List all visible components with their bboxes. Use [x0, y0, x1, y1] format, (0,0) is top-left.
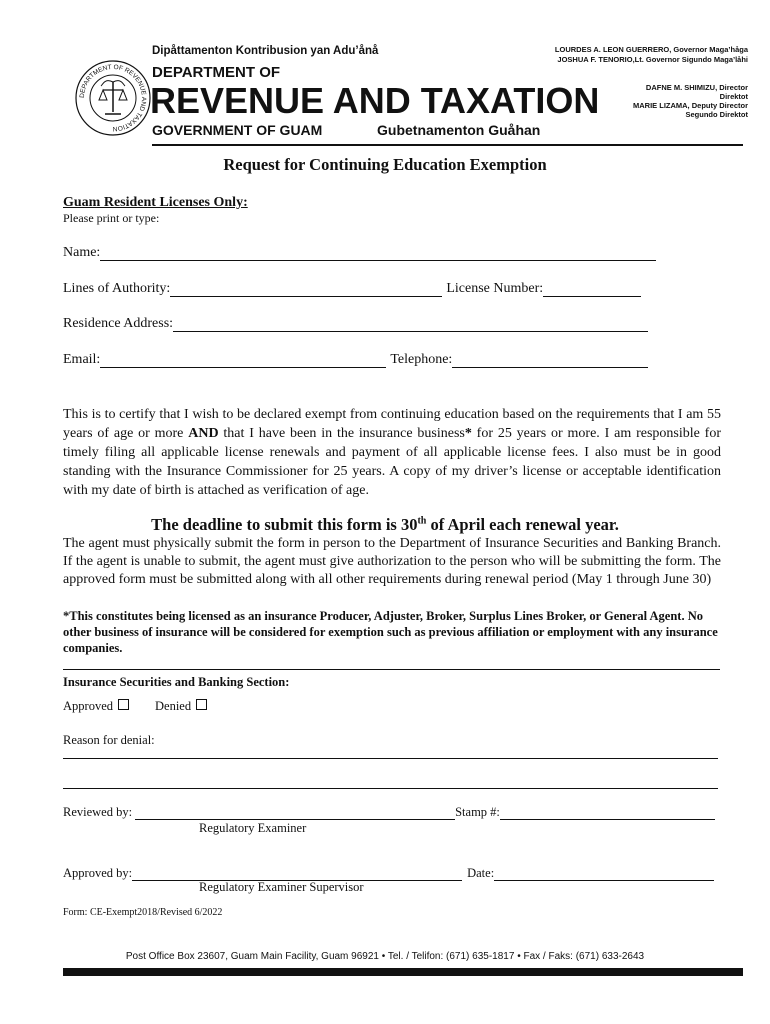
form-title: Request for Continuing Education Exemption	[223, 155, 547, 174]
date-label: Date:	[467, 866, 495, 880]
denied-checkbox[interactable]	[196, 699, 207, 710]
approver-title: Regulatory Examiner Supervisor	[199, 880, 364, 894]
reviewed-by-field[interactable]	[135, 807, 455, 820]
cert-and: AND	[188, 426, 219, 441]
license-number-label: License Number:	[446, 281, 544, 296]
authority-row	[63, 281, 641, 297]
email-field[interactable]	[100, 355, 386, 368]
certification-paragraph: This is to certify that I wish to be declared exempt from continuing education based on the requirements that I am 55 years of age or more AND that I have been in the insurance business* for 25 years or more. I am responsible for timely filing all applicable license renewals and payment of all applicable license fees. I also must be in good standing with the Insurance Commissioner for 25 years. A copy of my driver’s license or acceptable identification with my date of birth is attached as verification of age.	[63, 407, 721, 498]
reviewer-title: Regulatory Examiner	[199, 821, 307, 835]
reason-line-1[interactable]	[63, 758, 718, 759]
license-number-field[interactable]	[543, 284, 641, 297]
instruction-text: Please print or type:	[63, 211, 160, 225]
reviewed-row	[63, 805, 715, 820]
denied-label: Denied	[155, 699, 192, 713]
form-number: Form: CE-Exempt2018/Revised 6/2022	[63, 907, 223, 918]
department-seal	[75, 60, 151, 136]
dept-of-label: DEPARTMENT OF	[152, 64, 281, 81]
footnote-paragraph: *This constitutes being licensed as an insurance Producer, Adjuster, Broker, Surplus Lines Broker, or General Agent. No other business of insurance will be considered for exemption such as previous affiliation or employment with any insurance companies.	[63, 609, 718, 655]
section-heading: Guam Resident Licenses Only:	[63, 195, 248, 210]
government-label: GOVERNMENT OF GUAM	[152, 122, 323, 138]
official-director-native: Direktot	[719, 92, 748, 101]
stamp-field[interactable]	[500, 807, 715, 820]
stamp-label: Stamp #:	[455, 805, 500, 819]
name-row	[63, 245, 656, 261]
name-field[interactable]	[100, 248, 656, 261]
approved-checkbox[interactable]	[118, 699, 129, 710]
residence-address-label: Residence Address:	[63, 316, 174, 331]
telephone-field[interactable]	[452, 355, 648, 368]
approved-by-row	[63, 866, 714, 881]
reason-line-2[interactable]	[63, 788, 718, 789]
deadline-heading: The deadline to submit this form is 30th of April each renewal year.	[151, 515, 619, 534]
office-section-rule	[63, 669, 720, 670]
telephone-label: Telephone:	[390, 352, 453, 367]
agency-name: REVENUE AND TAXATION	[150, 80, 600, 121]
name-label: Name:	[63, 245, 101, 260]
contact-row	[63, 352, 648, 368]
reviewed-by-label: Reviewed by:	[63, 805, 133, 819]
government-native-label: Gubetnamenton Guåhan	[377, 122, 541, 138]
office-section-heading: Insurance Securities and Banking Section:	[63, 675, 290, 689]
approved-by-label: Approved by:	[63, 866, 133, 880]
email-label: Email:	[63, 352, 101, 367]
footer-bar	[63, 968, 743, 976]
cert-asterisk: *	[464, 426, 472, 441]
official-deputy-native: Segundo Direktot	[685, 110, 748, 119]
denied-option	[155, 699, 207, 714]
lines-of-authority-field[interactable]	[170, 284, 442, 297]
approved-label: Approved	[63, 699, 113, 713]
date-field[interactable]	[494, 868, 714, 881]
submission-paragraph: The agent must physically submit the form in person to the Department of Insurance Securities and Banking Branch. If the agent is unable to submit, the agent must give authorization to the person who will be submitting the form. The approved form must be submitted along with all other requirements during renewal period (May 1 through June 30)	[63, 536, 721, 587]
approved-option	[63, 699, 129, 714]
dept-native-name: Dipåttamenton Kontribusion yan Adu’ånå	[152, 45, 379, 57]
header-rule	[152, 144, 743, 146]
lines-of-authority-label: Lines of Authority:	[63, 281, 171, 296]
footer-address: Post Office Box 23607, Guam Main Facility, Guam 96921 • Tel. / Telifon: (671) 635-1817 • Fax / Faks: (671) 633-2643	[125, 951, 645, 962]
official-governor: LOURDES A. LEON GUERRERO, Governor Maga’håga	[554, 45, 748, 54]
official-deputy: MARIE LIZAMA, Deputy Director	[632, 101, 748, 110]
seal-text: DEPARTMENT OF REVENUE AND TAXATION	[78, 63, 148, 133]
address-row	[63, 316, 648, 332]
official-director: DAFNE M. SHIMIZU, Director	[645, 83, 748, 92]
reason-label: Reason for denial:	[63, 733, 155, 747]
residence-address-field[interactable]	[173, 319, 648, 332]
official-lt-governor: JOSHUA F. TENORIO,Lt. Governor Sigundo Maga’låhi	[557, 55, 748, 64]
